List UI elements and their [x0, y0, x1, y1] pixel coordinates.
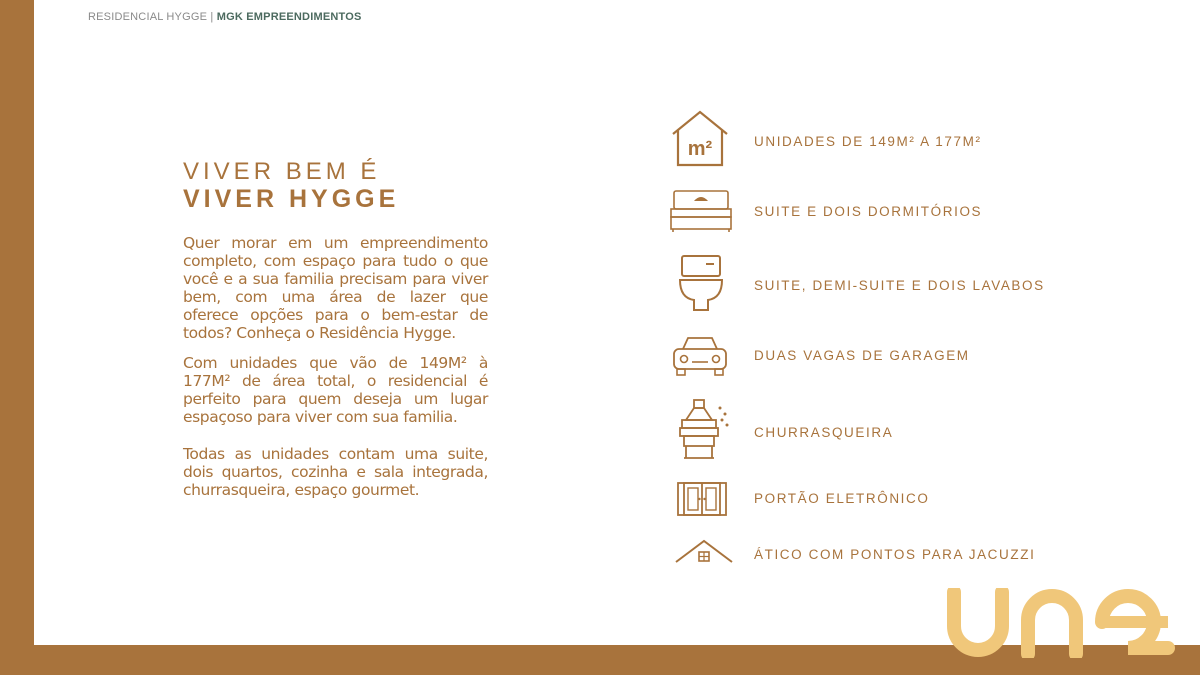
title-line-2: VIVER HYGGE — [183, 185, 400, 213]
slide-header — [88, 11, 362, 23]
car-icon — [671, 335, 729, 377]
gate-icon — [676, 481, 728, 517]
svg-text:m²: m² — [687, 138, 713, 160]
header-project: RESIDENCIAL HYGGE — [88, 11, 208, 23]
feature-gate-label: PORTÃO ELETRÔNICO — [754, 491, 930, 506]
grill-icon — [676, 398, 730, 460]
bed-icon — [670, 189, 732, 233]
una-logo — [946, 588, 1182, 658]
header-company: MGK EMPREENDIMENTOS — [216, 11, 362, 23]
paragraph-amenities: Todas as unidades contam uma suite, dois quartos, cozinha e sala integrada, churrasqueira, espaço gourmet. — [183, 445, 488, 499]
header-separator: | — [210, 11, 214, 23]
feature-parking-label: DUAS VAGAS DE GARAGEM — [754, 348, 970, 363]
feature-bathrooms-label: SUITE, DEMI-SUITE E DOIS LAVABOS — [754, 278, 1045, 293]
title-line-1: VIVER BEM É — [183, 158, 381, 185]
feature-bedrooms-label: SUITE E DOIS DORMITÓRIOS — [754, 204, 983, 219]
paragraph-units: Com unidades que vão de 149M² à 177M² de área total, o residencial é perfeito para quem deseja um lugar espaçoso para viver com sua familia. — [183, 354, 488, 426]
feature-units-label: UNIDADES DE 149M² A 177M² — [754, 134, 982, 149]
feature-grill-label: CHURRASQUEIRA — [754, 425, 894, 440]
feature-attic-label: ÁTICO COM PONTOS PARA JACUZZI — [754, 547, 1036, 562]
roof-icon — [674, 538, 734, 564]
toilet-icon — [678, 254, 724, 314]
house-m2-icon — [670, 110, 730, 168]
paragraph-intro: Quer morar em um empreendimento completo, com espaço para tudo o que você e a sua familia precisam para viver bem, com uma área de lazer que oferece opções para o bem-estar de todos? Conheça o Residência Hygge. — [183, 234, 488, 342]
